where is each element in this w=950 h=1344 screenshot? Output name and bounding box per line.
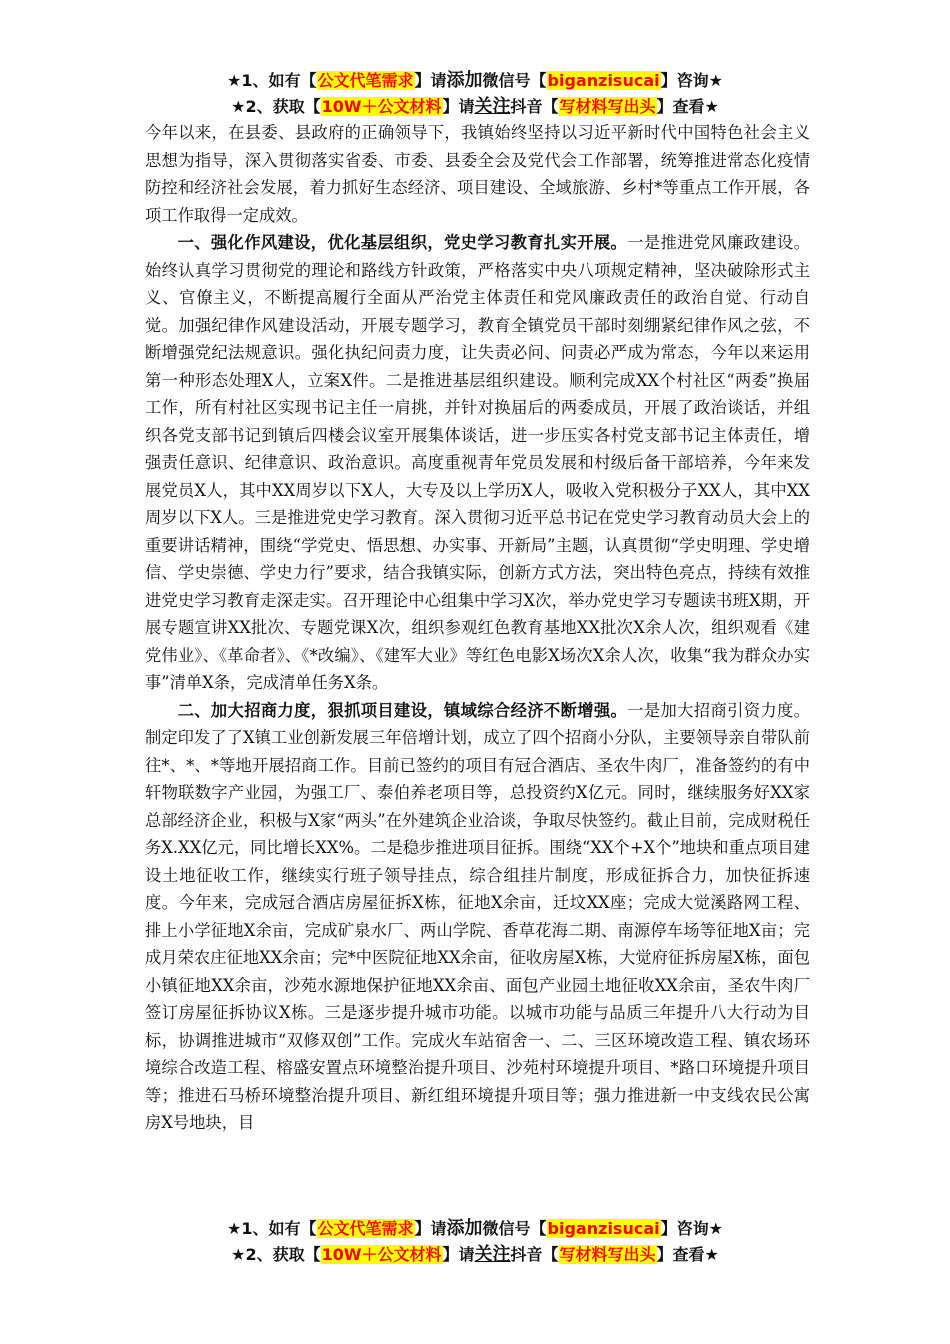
ad-text: 】请: [414, 1219, 447, 1238]
ad-text: 微信号【: [482, 1219, 547, 1238]
ad-highlight: 公文代笔需求: [317, 71, 414, 90]
ad-line-2: [0, 94, 950, 120]
section-2-text: 一是加大招商引资力度。制定印发了了X镇工业创新发展三年倍增计划，成立了四个招商小分队，主要领导亲自带队前往*、*、*等地开展招商工作。目前已签约的项目有冠合酒店、圣农牛肉厂，准备签约的有中轩物联数字产业园，为强工厂、泰伯养老项目等，总投资约X亿元。同时，继续服务好XX家总部经济企业，积极与X家“两头”在外建筑企业洽谈，争取尽快签约。截止目前，完成财税任务X.XX亿元，同比增长XX%。二是稳步推进项目征拆。围绕“XX个+X个”地块和重点项目建设土地征收工作，继续实行班子领导挂点，综合组挂片制度，形成征拆合力，加快征拆速度。今年来，完成冠合酒店房屋征拆X栋，征地X余亩，迁坟XX座；完成大觉溪路网工程、排上小学征地X余亩，完成矿泉水厂、两山学院、香草花海二期、南源停车场等征地X亩；完成月荣农庄征地XX余亩；完*中医院征地XX余亩，征收房屋X栋，大觉府征拆房屋X栋，面包小镇征地XX余亩，沙苑水源地保护征地XX余亩、面包产业园土地征收XX余亩，圣农牛肉厂签订房屋征拆协议X栋。三是逐步提升城市功能。以城市功能与品质三年提升八大行动为目标，协调推进城市“双修双创”工作。完成火车站宿舍一、二、三区环境改造工程、镇农场环境综合改造工程、榕盛安置点环境整治提升项目、沙苑村环境提升项目、*路口环境提升项目等；推进石马桥环境整治提升项目、新红组环境提升项目等；强力推进新一中支线农民公寓房X号地块，目: [145, 700, 810, 1132]
ad-line-1: [0, 68, 950, 94]
ad-text: 抖音【: [510, 1245, 559, 1264]
ad-text: ★2、获取【: [231, 1245, 321, 1264]
ad-text: 】请: [442, 1245, 475, 1264]
ad-text: 】查看★: [656, 97, 719, 116]
intro-paragraph: 今年以来，在县委、县政府的正确领导下，我镇始终坚持以习近平新时代中国特色社会主义思想为指导，深入贯彻落实省委、市委、县委全会及党代会工作部署，统筹推进常态化疫情防控和经济社会发展，着力抓好生态经济、项目建设、全域旅游、乡村*等重点工作开展，各项工作取得一定成效。: [145, 123, 810, 225]
ad-text: 】咨询★: [660, 1219, 723, 1238]
ad-highlight: 10W＋公文材料: [321, 1245, 442, 1264]
section-2-heading: 二、加大招商力度，狠抓项目建设，镇域综合经济不断增强。: [177, 700, 628, 720]
ad-text: 抖音【: [510, 97, 559, 116]
ad-text: 】请: [414, 71, 447, 90]
ad-text: 】咨询★: [660, 71, 723, 90]
ad-text: ★2、获取【: [231, 97, 321, 116]
header-ad: [0, 68, 950, 120]
ad-highlight: 10W＋公文材料: [321, 97, 442, 116]
wechat-id[interactable]: biganzisucai: [547, 71, 660, 90]
ad-line-2: [0, 1242, 950, 1268]
section-1-text: 一是推进党风廉政建设。始终认真学习贯彻党的理论和路线方针政策，严格落实中央八项规定精神，坚决破除形式主义、官僚主义，不断提高履行全面从严治党主体责任和党风廉政责任的政治自觉、行动自觉。加强纪律作风建设活动，开展专题学习，教育全镇党员干部时刻绷紧纪律作风之弦，不断增强党纪法规意识。强化执纪问责力度，让失责必问、问责必严成为常态，今年以来运用第一种形态处理X人，立案X件。二是推进基层组织建设。顺利完成XX个村社区“两委”换届工作，所有村社区实现书记主任一肩挑，并针对换届后的两委成员，开展了政治谈话，并组织各党支部书记到镇后四楼会议室开展集体谈话，进一步压实各村党支部书记主体责任，增强责任意识、纪律意识、政治意识。高度重视青年党员发展和村级后备干部培养，今年来发展党员X人，其中XX周岁以下X人，大专及以上学历X人，吸收入党积极分子XX人，其中XX周岁以下X人。三是推进党史学习教育。深入贯彻习近平总书记在党史学习教育动员大会上的重要讲话精神，围绕“学党史、悟思想、办实事、开新局”主题，认真贯彻“学史明理、学史增信、学史崇德、学史力行”要求，结合我镇实际，创新方式方法，突出特色亮点，持续有效推进党史学习教育走深走实。召开理论中心组集中学习X次，举办党史学习专题读书班X期，开展专题宣讲XX批次、专题党课X次，组织参观红色教育基地XX批次X余人次，组织观看《建党伟业》、《革命者》、《*改编》、《建军大业》等红色电影X场次X余人次，收集“我为群众办实事”清单X条，完成清单任务X条。: [145, 233, 810, 692]
ad-emphasis: 添加: [446, 70, 483, 91]
ad-text: ★1、如有【: [227, 1219, 317, 1238]
ad-text: 】请: [442, 97, 475, 116]
ad-emphasis: 添加: [446, 1218, 483, 1239]
section-1-heading: 一、强化作风建设，优化基层组织，党史学习教育扎实开展。: [177, 233, 628, 252]
section-1-paragraph: [145, 229, 810, 697]
ad-highlight: 公文代笔需求: [317, 1219, 414, 1238]
ad-text: ★1、如有【: [227, 71, 317, 90]
ad-line-1: [0, 1216, 950, 1242]
wechat-id[interactable]: biganzisucai: [547, 1219, 660, 1238]
ad-text: 微信号【: [482, 71, 547, 90]
section-2-paragraph: [145, 697, 810, 1137]
ad-text: 】查看★: [656, 1245, 719, 1264]
douyin-account[interactable]: 写材料写出头: [559, 1245, 656, 1264]
douyin-account[interactable]: 写材料写出头: [559, 97, 656, 116]
ad-emphasis: 关注: [474, 96, 511, 117]
document-body: [145, 119, 810, 1137]
ad-emphasis: 关注: [474, 1244, 511, 1265]
footer-ad: [0, 1216, 950, 1268]
